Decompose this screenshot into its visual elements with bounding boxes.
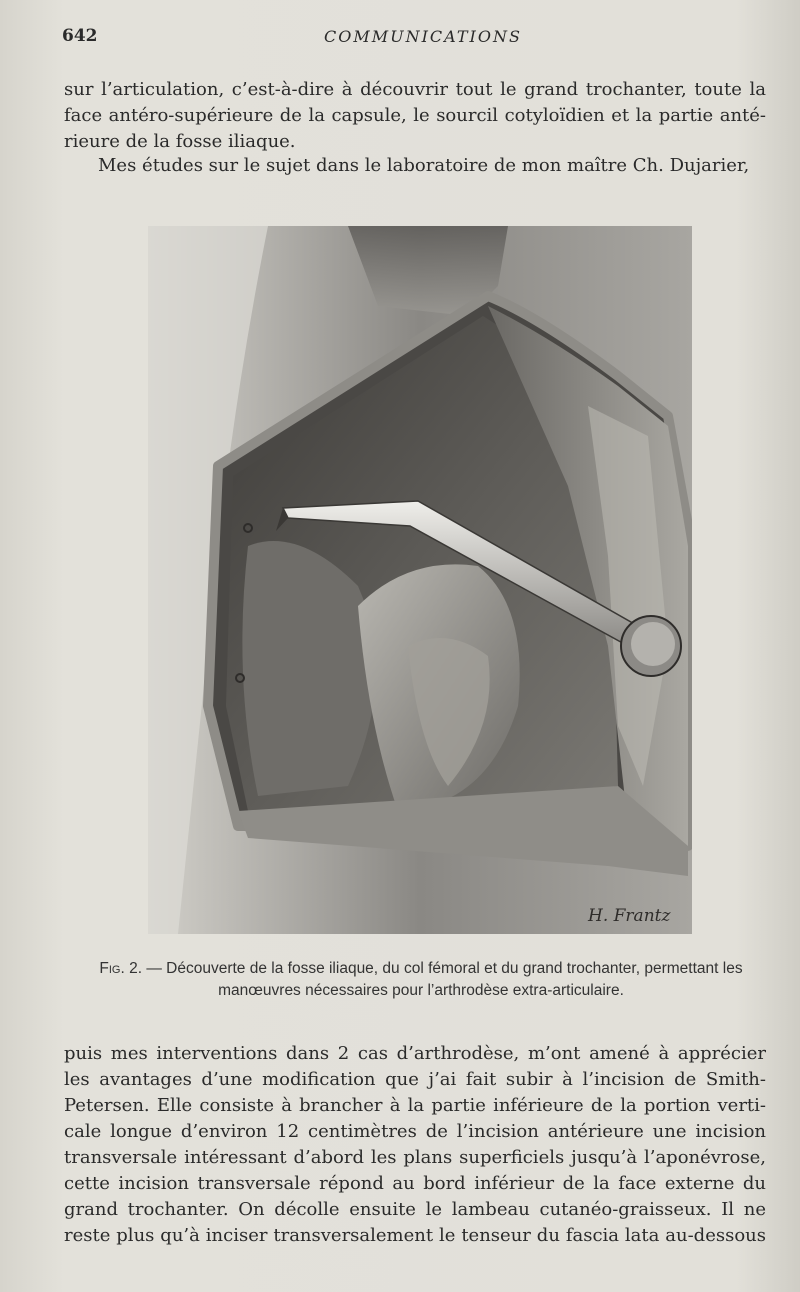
text-line: Petersen. Elle consiste à brancher à la partie inférieure de la portion verti- [64,1095,766,1116]
surgical-dissection-drawing [148,226,692,934]
anatomical-illustration [148,226,692,934]
text-line: rieure de la fosse iliaque. [64,131,296,152]
running-title: COMMUNICATIONS [324,27,522,46]
paragraph-1 [64,77,766,155]
text-line: grand trochanter. On décolle ensuite le lambeau cutanéo-graisseux. Il ne [64,1199,766,1220]
text-line: puis mes interventions dans 2 cas d’arthrodèse, m’ont amené à apprécier [64,1043,766,1064]
text-line: face antéro-supérieure de la capsule, le sourcil cotyloïdien et la partie anté- [64,105,766,126]
text-line: les avantages d’une modification que j’ai fait subir à l’incision de Smith- [64,1069,766,1090]
text-line: reste plus qu’à inciser transversalement le tenseur du fascia lata au-dessous [64,1225,766,1246]
text-line: transversale intéressant d’abord les plans superficiels jusqu’à l’aponévrose, [64,1147,766,1168]
running-head [62,26,760,50]
figure-caption-text: — Découverte de la fosse iliaque, du col fémoral et du grand trochanter, permettant les manœuvres nécessaires pour l’arthrodèse extra-articulaire. [146,960,743,999]
paragraph-2 [64,153,766,179]
figure-caption [76,958,766,1002]
paragraph-3 [64,1041,766,1249]
retractor-handle-face [631,622,675,666]
page-number: 642 [62,26,98,46]
text-line: sur l’articulation, c’est-à-dire à découvrir tout le grand trochanter, toute la [64,79,766,100]
text-line: Mes études sur le sujet dans le laboratoire de mon maître Ch. Dujarier, [98,155,750,176]
text-line: cette incision transversale répond au bord inférieur de la face externe du [64,1173,766,1194]
text-line: cale longue d’environ 12 centimètres de l’incision antérieure une incision [64,1121,766,1142]
figure-label: Fig. 2. [99,960,143,977]
artist-signature: H. Frantz [588,906,671,926]
